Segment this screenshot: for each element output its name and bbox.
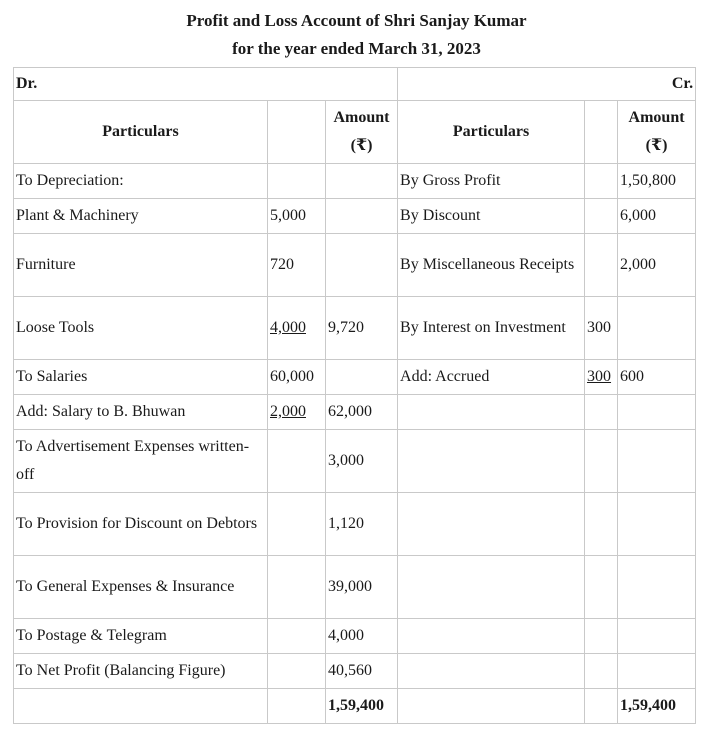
debit-subamount: 5,000 bbox=[268, 199, 326, 234]
credit-amount bbox=[618, 556, 696, 619]
credit-amount bbox=[618, 430, 696, 493]
credit-particular bbox=[398, 556, 585, 619]
credit-subamount bbox=[585, 164, 618, 199]
table-row bbox=[14, 493, 696, 556]
debit-subamount bbox=[268, 164, 326, 199]
debit-amount: 1,120 bbox=[326, 493, 398, 556]
debit-particular: To Advertisement Expenses written-off bbox=[14, 430, 268, 493]
debit-amount bbox=[326, 199, 398, 234]
debit-particular: To Depreciation: bbox=[14, 164, 268, 199]
credit-amount bbox=[618, 297, 696, 360]
totals-row bbox=[14, 689, 696, 724]
credit-amount bbox=[618, 654, 696, 689]
profit-loss-table bbox=[13, 67, 696, 724]
table-row bbox=[14, 297, 696, 360]
credit-particular bbox=[398, 493, 585, 556]
table-row bbox=[14, 360, 696, 395]
credit-subamount bbox=[585, 493, 618, 556]
amount-label-right: Amount bbox=[628, 109, 685, 126]
credit-label: Cr. bbox=[398, 68, 696, 101]
debit-subamount bbox=[268, 493, 326, 556]
debit-particular: To Salaries bbox=[14, 360, 268, 395]
credit-amount: 1,50,800 bbox=[618, 164, 696, 199]
credit-amount: 6,000 bbox=[618, 199, 696, 234]
total-spacer-left bbox=[14, 689, 268, 724]
credit-subamount bbox=[585, 199, 618, 234]
debit-subamount: 60,000 bbox=[268, 360, 326, 395]
credit-subamount bbox=[585, 556, 618, 619]
credit-amount bbox=[618, 395, 696, 430]
debit-amount: 62,000 bbox=[326, 395, 398, 430]
debit-amount: 39,000 bbox=[326, 556, 398, 619]
credit-particular bbox=[398, 654, 585, 689]
debit-particular: Loose Tools bbox=[14, 297, 268, 360]
debit-subamount bbox=[268, 654, 326, 689]
debit-particular: To Provision for Discount on Debtors bbox=[14, 493, 268, 556]
credit-amount bbox=[618, 619, 696, 654]
table-row bbox=[14, 395, 696, 430]
credit-particular bbox=[398, 619, 585, 654]
debit-particular: Furniture bbox=[14, 234, 268, 297]
amount-header-right bbox=[618, 101, 696, 164]
total-spacer-right bbox=[398, 689, 585, 724]
credit-subamount bbox=[585, 430, 618, 493]
particulars-header-right: Particulars bbox=[398, 101, 585, 164]
credit-particular: By Interest on Investment bbox=[398, 297, 585, 360]
amount-label-left: Amount bbox=[333, 109, 390, 126]
debit-amount: 3,000 bbox=[326, 430, 398, 493]
debit-amount: 40,560 bbox=[326, 654, 398, 689]
total-subamount-right bbox=[585, 689, 618, 724]
debit-label: Dr. bbox=[14, 68, 398, 101]
credit-particular: By Miscellaneous Receipts bbox=[398, 234, 585, 297]
table-row bbox=[14, 234, 696, 297]
debit-credit-row bbox=[14, 68, 696, 101]
debit-total: 1,59,400 bbox=[326, 689, 398, 724]
subamount-header-left bbox=[268, 101, 326, 164]
debit-particular: To Net Profit (Balancing Figure) bbox=[14, 654, 268, 689]
credit-subamount bbox=[585, 619, 618, 654]
debit-particular: Plant & Machinery bbox=[14, 199, 268, 234]
particulars-header-left: Particulars bbox=[14, 101, 268, 164]
credit-particular: By Discount bbox=[398, 199, 585, 234]
table-row bbox=[14, 619, 696, 654]
table-row bbox=[14, 556, 696, 619]
debit-subamount bbox=[268, 619, 326, 654]
credit-particular: By Gross Profit bbox=[398, 164, 585, 199]
debit-amount bbox=[326, 164, 398, 199]
debit-particular: To Postage & Telegram bbox=[14, 619, 268, 654]
rupee-label-right: (₹) bbox=[645, 137, 668, 154]
table-row bbox=[14, 430, 696, 493]
table-row bbox=[14, 654, 696, 689]
debit-particular: To General Expenses & Insurance bbox=[14, 556, 268, 619]
table-row bbox=[14, 164, 696, 199]
credit-total: 1,59,400 bbox=[618, 689, 696, 724]
debit-subamount: 2,000 bbox=[268, 395, 326, 430]
debit-amount: 9,720 bbox=[326, 297, 398, 360]
debit-amount: 4,000 bbox=[326, 619, 398, 654]
subamount-header-right bbox=[585, 101, 618, 164]
debit-subamount bbox=[268, 556, 326, 619]
credit-particular: Add: Accrued bbox=[398, 360, 585, 395]
credit-subamount bbox=[585, 654, 618, 689]
rupee-label-left: (₹) bbox=[350, 137, 373, 154]
debit-amount bbox=[326, 360, 398, 395]
debit-particular: Add: Salary to B. Bhuwan bbox=[14, 395, 268, 430]
debit-subamount: 720 bbox=[268, 234, 326, 297]
table-row bbox=[14, 199, 696, 234]
credit-amount: 600 bbox=[618, 360, 696, 395]
credit-amount: 2,000 bbox=[618, 234, 696, 297]
total-subamount-left bbox=[268, 689, 326, 724]
amount-header-left bbox=[326, 101, 398, 164]
account-title: Profit and Loss Account of Shri Sanjay Kumar bbox=[186, 11, 527, 30]
debit-subamount: 4,000 bbox=[268, 297, 326, 360]
credit-subamount: 300 bbox=[585, 360, 618, 395]
credit-particular bbox=[398, 430, 585, 493]
credit-amount bbox=[618, 493, 696, 556]
account-period: for the year ended March 31, 2023 bbox=[232, 39, 481, 58]
debit-subamount bbox=[268, 430, 326, 493]
header-row bbox=[14, 101, 696, 164]
credit-subamount bbox=[585, 234, 618, 297]
credit-subamount: 300 bbox=[585, 297, 618, 360]
credit-particular bbox=[398, 395, 585, 430]
debit-amount bbox=[326, 234, 398, 297]
credit-subamount bbox=[585, 395, 618, 430]
